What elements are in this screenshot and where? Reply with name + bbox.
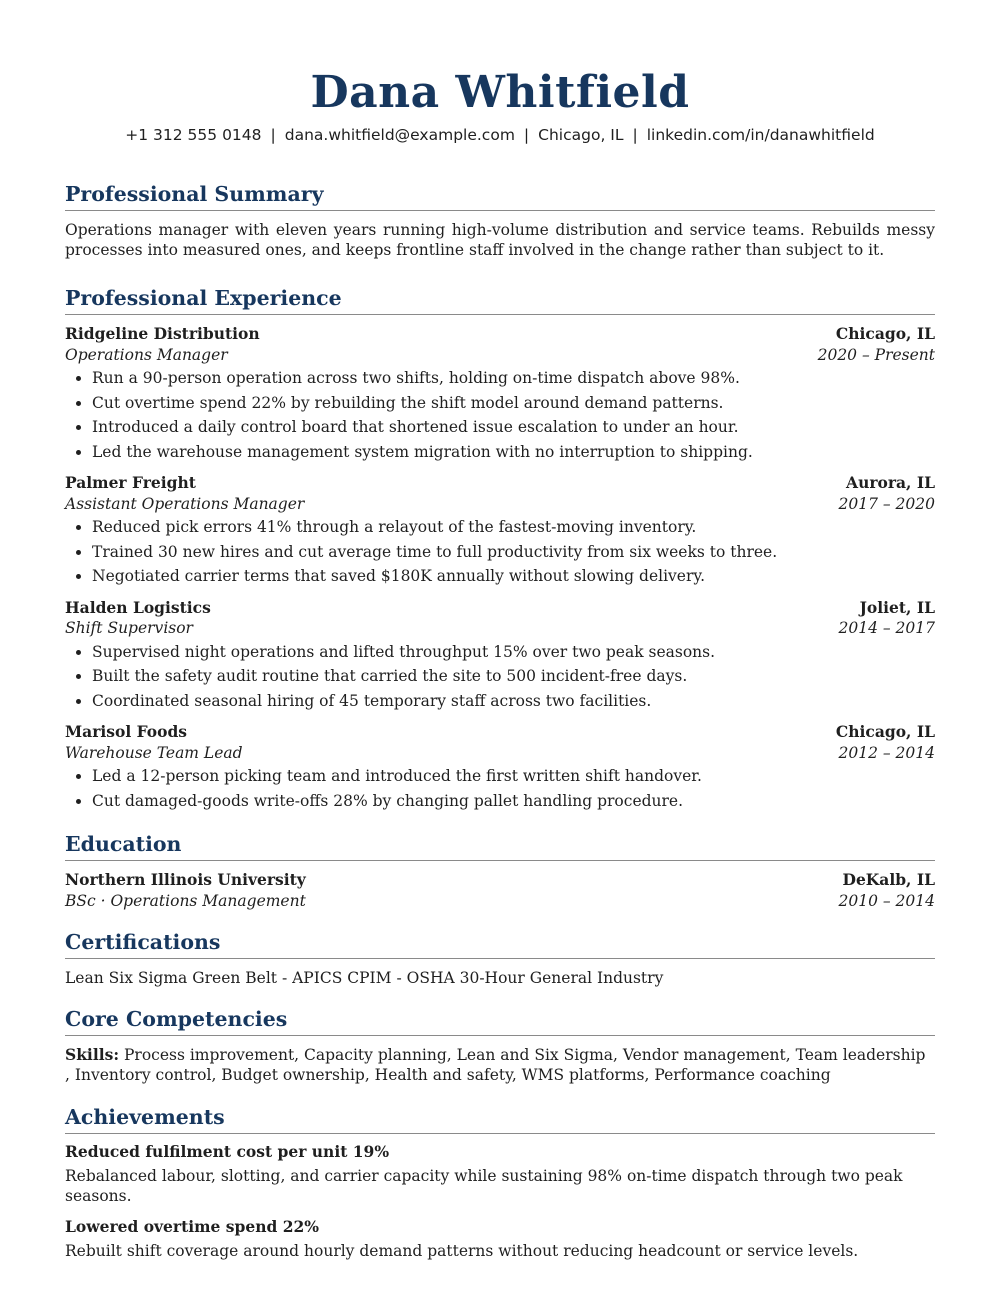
achievement-description: Rebuilt shift coverage around hourly demand patterns without reducing headcount or service levels.	[65, 1242, 859, 1260]
separator: |	[270, 126, 276, 144]
job-dates: 2012 – 2014	[838, 743, 935, 762]
company-name: Ridgeline Distribution	[65, 324, 260, 343]
company-name: Palmer Freight	[65, 473, 196, 492]
phone-number: +1 312 555 0148	[125, 126, 262, 144]
degree: BSc · Operations Management	[65, 891, 306, 910]
job-entry	[65, 598, 935, 714]
job-dates: 2017 – 2020	[838, 494, 935, 513]
achievement-title: Reduced fulfilment cost per unit 19%	[65, 1142, 390, 1161]
achievement-description: Rebalanced labour, slotting, and carrier capacity while sustaining 98% on-time dispatch through two peak seasons.	[65, 1167, 903, 1205]
section-title-achievements: Achievements	[65, 1104, 935, 1134]
job-role: Operations Manager	[65, 345, 228, 364]
section-title-summary: Professional Summary	[65, 181, 935, 211]
skills-line: Process improvement, Capacity planning, Lean and Six Sigma, Vendor management, Team leadership	[123, 1046, 926, 1064]
job-role: Warehouse Team Lead	[65, 743, 243, 762]
job-bullet: • Led the warehouse management system migration with no interruption to shipping.	[92, 440, 935, 465]
education-section	[65, 831, 935, 911]
email-address: dana.whitfield@example.com	[284, 126, 515, 144]
job-entry	[65, 473, 935, 589]
skills-line: , Inventory control, Budget ownership, Health and safety, WMS platforms, Performance coaching	[65, 1066, 831, 1084]
achievement-title: Lowered overtime spend 22%	[65, 1217, 320, 1236]
job-entry	[65, 722, 935, 813]
school-location: DeKalb, IL	[842, 870, 935, 889]
skills-label: Skills:	[65, 1045, 120, 1064]
job-role: Shift Supervisor	[65, 619, 193, 637]
job-bullet: • Built the safety audit routine that carried the site to 500 incident-free days.	[92, 664, 935, 689]
company-name: Halden Logistics	[65, 597, 211, 617]
skills-list	[65, 1045, 935, 1085]
certifications-section	[65, 929, 935, 988]
job-bullets	[65, 515, 935, 589]
summary-text: Operations manager with eleven years running high-volume distribution and service teams. Rebuilds messy processes into measured ones, and keeps frontline staff involved in the change rather than subject to it.	[65, 221, 935, 259]
job-bullet: • Led a 12-person picking team and introduced the first written shift handover.	[92, 764, 935, 789]
location: Chicago, IL	[538, 126, 624, 144]
job-bullets	[65, 640, 935, 714]
job-bullet: • Cut overtime spend 22% by rebuilding the shift model around demand patterns.	[92, 391, 935, 416]
experience-section	[65, 285, 935, 813]
job-bullets	[65, 764, 935, 813]
job-bullet: • Coordinated seasonal hiring of 45 temporary staff across two facilities.	[92, 689, 935, 714]
job-location: Chicago, IL	[835, 324, 935, 343]
job-bullet: • Supervised night operations and lifted throughput 15% over two peak seasons.	[92, 640, 935, 665]
contact-line	[65, 125, 935, 145]
job-location: Joliet, IL	[859, 597, 935, 617]
job-entry	[65, 324, 935, 464]
achievement-item	[65, 1217, 935, 1261]
job-dates: 2020 – Present	[817, 345, 935, 364]
job-bullet: • Reduced pick errors 41% through a relayout of the fastest-moving inventory.	[92, 515, 935, 540]
company-name: Marisol Foods	[65, 722, 188, 741]
summary-section	[65, 181, 935, 260]
job-location: Chicago, IL	[835, 722, 935, 741]
school-name: Northern Illinois University	[65, 870, 306, 889]
job-role: Assistant Operations Manager	[65, 494, 305, 513]
certifications-text: Lean Six Sigma Green Belt - APICS CPIM - OSHA 30-Hour General Industry	[65, 969, 664, 987]
job-bullets	[65, 366, 935, 464]
job-bullet: • Cut damaged-goods write-offs 28% by changing pallet handling procedure.	[92, 789, 935, 814]
separator: |	[632, 126, 638, 144]
section-title-experience: Professional Experience	[65, 285, 935, 315]
job-bullet: • Trained 30 new hires and cut average time to full productivity from six weeks to three.	[92, 540, 935, 565]
job-bullet: • Introduced a daily control board that shortened issue escalation to under an hour.	[92, 415, 935, 440]
job-location: Aurora, IL	[846, 473, 935, 492]
section-title-education: Education	[65, 831, 935, 861]
section-title-certifications: Certifications	[65, 929, 935, 959]
education-dates: 2010 – 2014	[838, 891, 935, 910]
linkedin-url: linkedin.com/in/danawhitfield	[646, 126, 875, 144]
achievement-item	[65, 1142, 935, 1206]
section-title-competencies: Core Competencies	[65, 1006, 935, 1036]
job-bullet: • Run a 90-person operation across two shifts, holding on-time dispatch above 98%.	[92, 366, 935, 391]
job-dates: 2014 – 2017	[838, 619, 935, 637]
competencies-section	[65, 1006, 935, 1085]
separator: |	[523, 126, 530, 144]
achievements-section	[65, 1104, 935, 1261]
job-bullet: • Negotiated carrier terms that saved $180K annually without slowing delivery.	[92, 564, 935, 589]
candidate-name: Dana Whitfield	[310, 67, 690, 118]
